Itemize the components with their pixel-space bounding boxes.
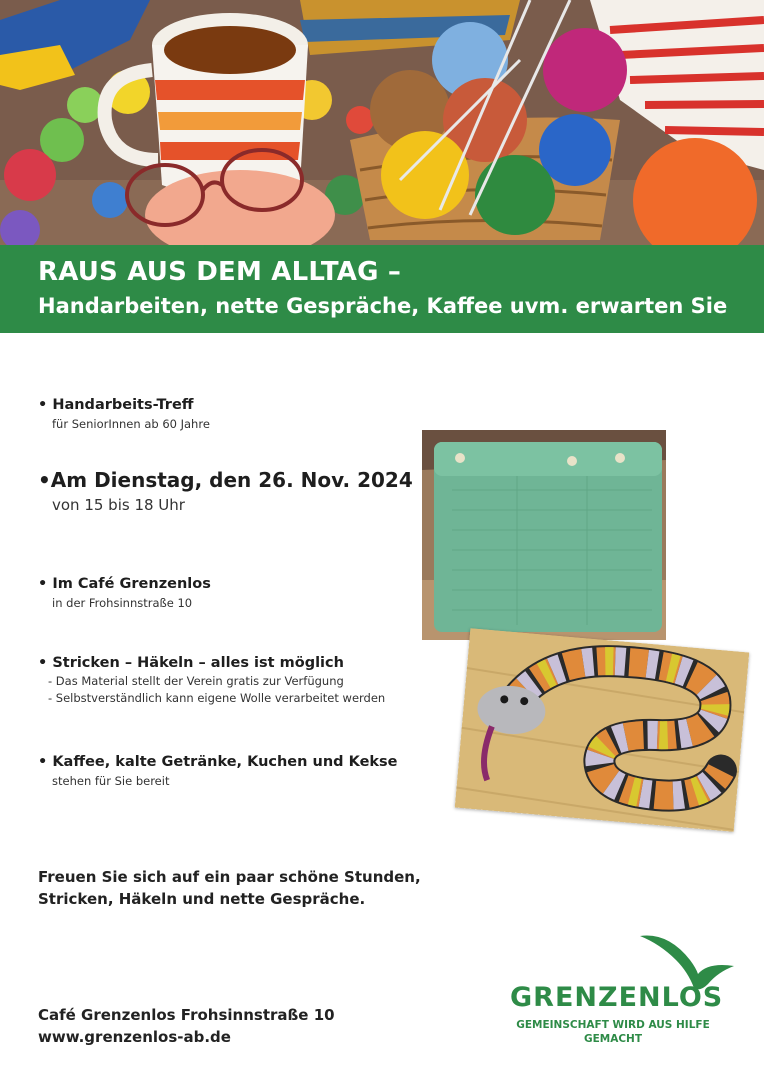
grenzenlos-logo: [508, 932, 738, 1052]
item-subtext: stehen für Sie bereit: [52, 774, 170, 788]
item-title: •Am Dienstag, den 26. Nov. 2024: [38, 468, 413, 492]
item-title: • Im Café Grenzenlos: [38, 576, 211, 592]
banner-title: RAUS AUS DEM ALLTAG –: [38, 257, 402, 287]
logo-tagline-line-2: GEMACHT: [583, 1033, 643, 1045]
item-subtext-material: - Das Material stellt der Verein gratis zur Verfügung: [48, 674, 344, 688]
photo-knitted-snake: [455, 628, 750, 832]
item-title: • Handarbeits-Treff: [38, 397, 194, 413]
logo-tagline: [508, 1018, 718, 1046]
list-item-activities: [38, 655, 385, 705]
list-item-handarbeits-treff: [38, 397, 210, 431]
item-title: • Kaffee, kalte Getränke, Kuchen und Kekse: [38, 754, 398, 770]
item-subtext: in der Frohsinnstraße 10: [52, 596, 193, 610]
photo-knitted-cushion: [422, 430, 666, 640]
logo-tagline-line-1: GEMEINSCHAFT WIRD AUS HILFE: [516, 1019, 710, 1031]
closing-line-2: Stricken, Häkeln und nette Gespräche.: [38, 890, 366, 908]
logo-wordmark: GRENZENLOS: [510, 982, 724, 1013]
item-subtext: von 15 bis 18 Uhr: [52, 496, 185, 514]
footer-address: Café Grenzenlos Frohsinnstraße 10: [38, 1006, 335, 1024]
item-subtext-own-wool: - Selbstverständlich kann eigene Wolle verarbeitet werden: [48, 691, 386, 705]
item-title: • Stricken – Häkeln – alles ist möglich: [38, 655, 344, 671]
list-item-location: [38, 576, 211, 610]
list-item-date: [38, 468, 413, 514]
footer-website-link[interactable]: www.grenzenlos-ab.de: [38, 1028, 231, 1046]
footer-contact: [38, 1004, 335, 1048]
closing-text: [38, 866, 421, 910]
hero-image-yarn-and-tea: [0, 0, 764, 245]
header-banner: [0, 245, 764, 333]
banner-subtitle: Handarbeiten, nette Gespräche, Kaffee uvm. erwarten Sie: [38, 294, 728, 318]
closing-line-1: Freuen Sie sich auf ein paar schöne Stunden,: [38, 868, 421, 886]
item-subtext: für SeniorInnen ab 60 Jahre: [52, 417, 210, 431]
list-item-refreshments: [38, 754, 398, 788]
